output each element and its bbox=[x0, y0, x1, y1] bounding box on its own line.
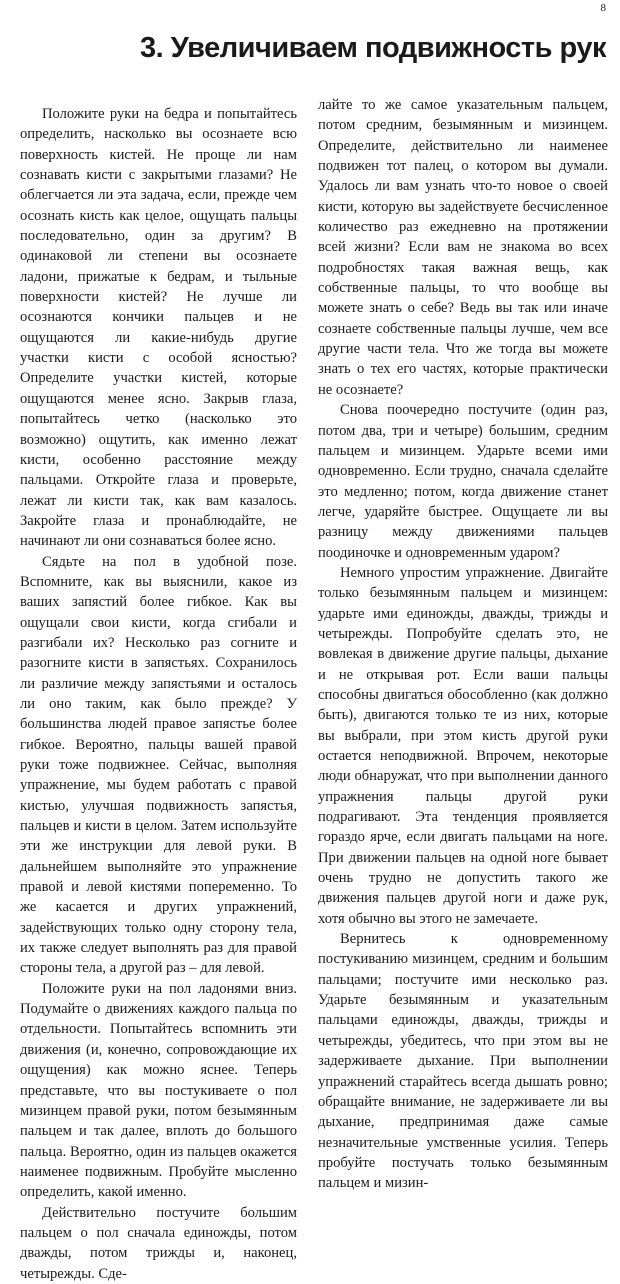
page-number: 8 bbox=[600, 2, 606, 14]
paragraph: Положите руки на пол ладонями вниз. Подумайте о движениях каждого пальца по отдельности. Попытайтесь вспомнить эти движения (и, конечно, сопровождающие их ощущения) как можно яснее. Теперь представьте, что вы постукиваете о пол мизинцем правой руки, потом безымянным пальцем и так далее, вплоть до большого пальца. Вероятно, один из пальцев окажется наименее подвижным. Пробуйте мысленно определить, какой именно. bbox=[20, 980, 297, 1201]
right-column bbox=[318, 95, 608, 1194]
paragraph: Снова поочередно постучите (один раз, потом два, три и четыре) большим, средним пальцем и мизинцем. Ударьте всеми ими одновременно. Если трудно, сначала сделайте это медленно; потом, когда движение станет легче, ударяйте быстрее. Ощущаете ли вы разницу между движениями пальцев поодиночке и одновременным ударом? bbox=[318, 402, 608, 561]
paragraph-continued: лайте то же самое указательным пальцем, потом средним, безымянным и мизинцем. Определите, действительно ли наименее подвижен тот палец, о котором вы думали. Удалось ли вам узнать что-то новое о своей кисти, которую вы задействуете бесчисленное количество раз ежедневно на протяжении всей жизни? Если вам не знакома во всех подробностях такая важная вещь, как собственные пальцы, то что вообще вы можете знать о себе? Ведь вы так или иначе сознаете собственные пальцы лучше, чем все другие части тела. Что же тогда вы можете знать о тех его частях, которые практически не осознаете? bbox=[318, 97, 608, 398]
paragraph: Действительно постучите большим пальцем о пол сначала единожды, потом дважды, потом трижды и, наконец, четырежды. Сде- bbox=[20, 1204, 297, 1282]
paragraph: Положите руки на бедра и попытайтесь определить, насколько вы осознаете всю поверхность кистей. Не проще ли нам сознавать кисти с закрытыми глазами? Не облегчается ли эта задача, если, прежде чем осознать кисть как целое, ощущать пальцы последовательно, один за другим? В одинаковой ли степени вы осознаете ладони, прижатые к бедрам, и тыльные поверхности кистей? Не лучше ли осознаются кончики пальцев и не ощущаются ли какие-нибудь другие участки кисти с особой ясностью? Определите участки кистей, которые ощущаются менее ясно. Закрыв глаза, попытайтесь четко (насколько это возможно) ощутить, как именно лежат кисти, особенно расстояние между пальцами. Откройте глаза и проверьте, лежат ли кисти так, как вам казалось. Закройте глаза и пронаблюдайте, не начинают ли они сознаваться более ясно. bbox=[20, 106, 297, 550]
paragraph: Вернитесь к одновременному постукиванию мизинцем, средним и большим пальцами; постучите ими несколько раз. Ударьте безымянным и указательным пальцами единожды, дважды, трижды и четырежды, убедитесь, что при этом вы не задерживаете дыхание. При выполнении упражнений старайтесь всегда дышать ровно; обращайте внимание, не задерживаете ли вы дыхание, предпринимая даже самые незначительные умственные усилия. Теперь пробуйте постучать только безымянным пальцем и мизин- bbox=[318, 931, 608, 1192]
chapter-title: 3. Увеличиваем подвижность рук bbox=[139, 32, 606, 64]
paragraph: Сядьте на пол в удобной позе. Вспомните, как вы выяснили, какое из ваших запястий более гибкое. Как вы ощущали свои кисти, когда сгибали и разгибали их? Несколько раз согните и разогните кисти в запястьях. Сохранилось ли различие между запястьями и осталось ли оно таким, как было прежде? У большинства людей правое запястье более гибкое. Вероятно, пальцы вашей правой руки тоже подвижнее. Сейчас, выполняя упражнение, мы будем работать с правой кистью, улучшая подвижность запястья, пальцев и кисти в целом. Затем используйте эти же инструкции для левой руки. В дальнейшем выполняйте это упражнение правой и левой кистями попеременно. То же касается и других упражнений, задействующих только одну сторону тела, их также следует выполнять раз для правой стороны тела, а другой раз – для левой. bbox=[20, 553, 297, 977]
left-column bbox=[20, 104, 297, 1284]
paragraph: Немного упростим упражнение. Двигайте только безымянным пальцем и мизинцем: ударьте ими единожды, дважды, трижды и четырежды. Попробуйте сделать это, не вовлекая в движение другие пальцы, дыхание и не открывая рот. Если ваши пальцы способны двигаться обособленно (как должно быть), двигаются только те из них, которые вы выбрали, при этом кисть другой руки остается неподвижной. Впрочем, некоторые люди обнаружат, что при выполнении данного упражнения пальцы другой руки подрагивают. Эта тенденция проявляется гораздо ярче, если двигать пальцами на ноге. При движении пальцев на одной ноге бывает очень трудно не допустить такого же движения пальцев другой ноги и даже рук, хотя обычно вы этого не замечаете. bbox=[318, 564, 608, 927]
